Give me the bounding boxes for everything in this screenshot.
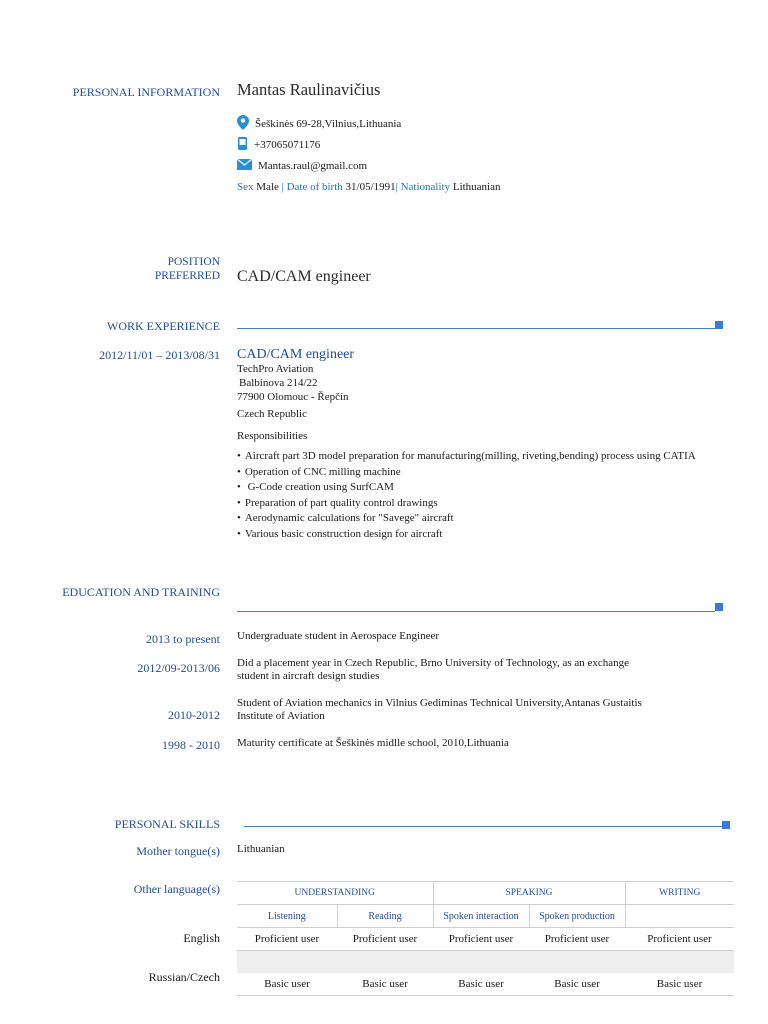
table-cell: Proficient user [433,928,529,951]
spoken-production-header: Spoken production [529,905,625,928]
person-name: Mantas Raulinavičius [237,80,381,99]
section-divider [244,826,722,827]
work-dates: 2012/11/01 – 2013/08/31 [99,348,220,362]
nationality-label: Nationality [400,181,451,193]
table-row [237,973,734,996]
list-item: • Various basic construction design for aircraft [237,527,696,543]
position-title: CAD/CAM engineer [237,268,371,285]
section-divider [237,611,715,612]
dob-value: 31/05/1991 [345,181,396,193]
education-line: Maturity certificate at Šeškinės midlle school, 2010,Lithuania [237,737,509,749]
sex-label: Sex [237,181,254,193]
education-line: Undergraduate student in Aerospace Engineer [237,630,440,642]
address-text: Šeškinės 69-28,Vilnius,Lithuania [255,118,402,130]
phone-row [237,137,320,153]
separator: | [278,181,287,193]
table-row [237,928,734,951]
section-marker [722,821,730,829]
reading-header: Reading [337,905,433,928]
table-header-row [237,882,734,905]
table-cell: Proficient user [529,928,625,951]
table-cell: Basic user [625,973,734,996]
education-label: EDUCATION AND TRAINING [62,585,220,599]
education-dates: 2012/09-2013/06 [137,661,220,675]
phone-icon [237,137,248,153]
email-text[interactable]: Mantas.raul@gmail.com [258,160,368,172]
table-cell: Proficient user [625,928,734,951]
table-cell: Proficient user [237,928,337,951]
responsibilities-label: Responsibilities [237,430,308,442]
mother-tongue-value: Lithuanian [237,843,285,855]
mother-tongue-label: Mother tongue(s) [136,844,220,858]
education-dates: 2010-2012 [168,708,220,722]
education-line: Institute of Aviation [237,710,325,722]
list-item: • Preparation of part quality control drawings [237,496,696,512]
personal-info-label: PERSONAL INFORMATION [72,85,220,99]
list-item: • Aircraft part 3D model preparation for manufacturing(milling, riveting,bending) process using CATIA [237,449,696,465]
table-cell: Basic user [337,973,433,996]
listening-header: Listening [237,905,337,928]
personal-skills-label: PERSONAL SKILLS [114,817,220,831]
employer-country: Czech Republic [237,408,307,420]
separator: | [395,181,401,193]
email-icon [237,159,252,173]
section-divider [237,328,715,329]
table-cell: Basic user [237,973,337,996]
education-dates: 2013 to present [146,632,220,646]
speaking-header: SPEAKING [433,882,625,905]
table-cell: Proficient user [337,928,433,951]
responsibilities-list [237,449,696,542]
sex-value: Male [256,181,279,193]
writing-header: WRITING [625,882,734,905]
list-item: • G-Code creation using SurfCAM [237,480,696,496]
section-marker [715,603,723,611]
job-title: CAD/CAM engineer [237,347,355,362]
education-line: Student of Aviation mechanics in Vilnius Gediminas Technical University,Antanas Gustaitis [237,697,642,709]
table-cell: Basic user [433,973,529,996]
language-table [237,881,734,996]
table-cell: Basic user [529,973,625,996]
list-item: • Operation of CNC milling machine [237,465,696,481]
work-experience-label: WORK EXPERIENCE [107,319,220,333]
education-line: student in aircraft design studies [237,670,380,682]
section-marker [715,321,723,329]
nationality-value: Lithuanian [452,181,501,193]
email-row [237,159,367,173]
address-row [237,115,401,133]
personal-details [237,181,501,193]
employer-city: 77900 Olomouc - Řepčín [237,391,349,403]
writing-subheader [625,905,734,928]
table-spacer-row [237,951,734,974]
education-dates: 1998 - 2010 [162,738,220,752]
table-subheader-row [237,905,734,928]
language-name: Russian/Czech [148,970,220,984]
employer: TechPro Aviation [237,363,314,375]
employer-street: Balbínova 214/22 [239,377,318,389]
spoken-interaction-header: Spoken interaction [433,905,529,928]
position-label-line1: POSITION [167,256,220,268]
phone-text[interactable]: +37065071176 [254,139,321,151]
dob-label: Date of birth [286,181,343,193]
position-label-line2: PREFERRED [154,270,220,282]
list-item: • Aerodynamic calculations for "Savege" aircraft [237,511,696,527]
understanding-header: UNDERSTANDING [237,882,433,905]
language-name: English [183,931,220,945]
other-languages-label: Other language(s) [133,882,220,896]
location-pin-icon [237,115,249,133]
education-line: Did a placement year in Czech Republic, Brno University of Technology, as an exchange [237,657,630,669]
